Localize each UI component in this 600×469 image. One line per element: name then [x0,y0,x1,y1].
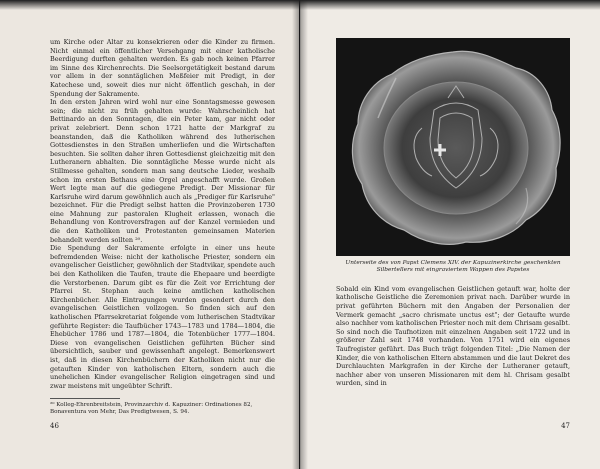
footnote-text: ²⁰ Kolleg-Ehrenbreitstein, Provinzarchiv d. Kapuziner: Ordinationes 82, Bonaventura von Mehr, Das Predigtwesen, S. 94. [50,402,253,416]
photo-caption: Unterseite des von Papst Clemens XIV. der Kapuzinerkirche geschenkten Silbertellers mit eingraviertem Wappen des Papstes [345,260,561,274]
silver-plate-photo-icon [336,38,570,256]
page-number-right: 47 [561,422,570,430]
left-paragraph-2: In den ersten Jahren wird wohl nur eine Sonntagsmesse gewesen sein; die nicht zu früh gehalten wurde: Wahrscheinlich hat Bettinardo an den Sonntagen, die ein Peter kam, gar nicht oder privat zelebriert. Denn schon 1721 hatte der Markgraf zu beanstanden, daß die Katholiken während des lutherischen Gottesdienstes in den Straßen umherliefen und die Wirtschaften besuchten. Sie sollten daher ihren Gottesdienst gleichzeitig mit den Lutheranern abhalten. Die sonntägliche Messe wurde nicht als Stillmesse gehalten, sondern man sang deutsche Lieder, weshalb schon im ersten Bethaus eine Orgel angeschafft wurde. Großen Wert legte man auf die gediegene Predigt. Der Missionar für Karlsruhe wird darum gewöhnlich auch als „Prediger für Karlsruhe" bezeichnet. Für die Predigt selbst hatten die Provinzoberen 1730 eine Mahnung zur pastoralen Klugheit erlassen, wonach die Behandlung von Kontroversfragen auf der Kanzel vermieden und die den Katholiken und Protestanten gemeinsamen Materien behandelt werden sollten ²⁰. [50,98,275,244]
right-paragraph-1: Sobald ein Kind vom evangelischen Geistlichen getauft war, holte der katholische Geistliche die Zeremonien privat nach. Darüber wurde in privat geführten Büchern mit den Angaben der Personalien der Vermerk gemacht „sacro chrismate unctus est"; der Getaufte wurde also nachher vom katholischen Priester noch mit dem Chrisam gesalbt. So sind noch die Taufnotizen mit einzelnen Angaben seit 1722 und in größerer Zahl seit 1748 vorhanden. Von 1751 wird ein eigenes Taufregister geführt. Das Buch trägt folgenden Titel: „Die Namen der Kinder, die von katholischen Eltern abstammen und die laut Dekret des Durchlauchten Markgrafen in der Kirche der Lutheraner getauft, nachher aber von unseren Missionaren mit dem hl. Chrisam gesalbt wurden, sind in [336,284,570,388]
left-page-text [50,38,275,390]
right-page-text [336,285,570,388]
left-page [0,0,299,469]
book-gutter [292,0,308,469]
page-top-shadow [0,0,600,10]
right-page [300,0,600,469]
left-paragraph-3: Die Spendung der Sakramente erfolgte in einer uns heute befremdenden Weise: nicht der katholische Priester, sondern ein evangelischer Geistlicher, gewöhnlich der Stadtvikar, spendete auch bei den Katholiken die Taufen, traute die Ehepaare und beerdigte die Verstorbenen. Darum gibt es für die Zeit vor Errichtung der Pfarrei St. Stephan auch keine amtlichen katholischen Kirchenbücher. Alle Eintragungen wurden gesondert durch den evangelischen Geistlichen vollzogen. So finden sich auf den katholischen Pfarrsekretariat folgende vom lutherischen Stadtvikar geführte Register: die Taufbücher 1743—1783 und 1784—1804, die Ehebücher 1786 und 1787—1804, die Totenbücher 1777—1804. Diese von evangelischen Geistlichen geführten Bücher sind übersichtlich, sauber und gewissenhaft angelegt. Bemerkenswert ist, daß in diesen Kirchenbüchern der Katholiken nicht nur die getauften Kinder von katholischen Eltern, sondern auch die unehelichen Kinder evangelischer Religion eingetragen sind und zwar meistens mit ungeübter Schrift. [50,244,275,390]
page-number-left: 46 [50,422,59,430]
left-paragraph-1: um Kirche oder Altar zu konsekrieren oder die Kinder zu firmen. Nicht einmal ein öffentlicher Versehgang mit einer katholische Beerdigung durften gehalten werden. Es gab noch keinen Pfarrer im Sinne des Kirchenrechts. Die Seelsorgetätigkeit bestand darum vor allem in der sonntäglichen Meßfeier mit Predigt, in der Katechese und, soweit dies nur nicht öffentlich geschah, in der Spendung der Sakramente. [50,38,275,98]
footnote [50,398,253,416]
